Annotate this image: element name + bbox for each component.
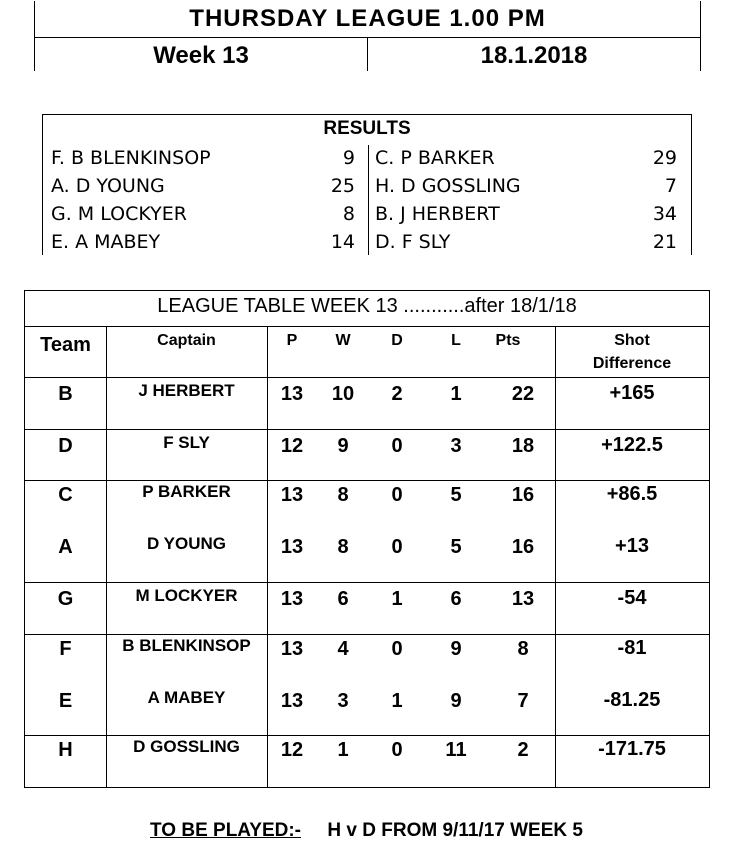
drawn-cell: 1: [391, 588, 403, 610]
points-cell: 22: [511, 383, 535, 405]
lost-cell: 5: [450, 536, 462, 558]
row-divider: [25, 735, 709, 736]
header-won: W: [335, 332, 351, 349]
lost-cell: 9: [450, 638, 462, 660]
fixture-note: [0, 820, 733, 842]
played-cell: 13: [280, 484, 304, 506]
captain-cell: J HERBERT: [138, 381, 235, 400]
team-cell: F: [59, 638, 72, 660]
captain-cell: D GOSSLING: [133, 737, 240, 756]
won-cell: 8: [337, 536, 349, 558]
shot-diff-cell: +122.5: [601, 434, 663, 456]
result-item: [375, 231, 677, 259]
row-divider: [25, 480, 709, 481]
result-team-name: F. B BLENKINSOP: [51, 147, 211, 169]
drawn-cell: 0: [391, 638, 403, 660]
won-cell: 3: [337, 690, 349, 712]
lost-cell: 6: [450, 588, 462, 610]
header-shot-diff: Shot: [614, 332, 650, 349]
won-cell: 4: [337, 638, 349, 660]
results-box: [42, 114, 692, 255]
drawn-cell: 0: [391, 536, 403, 558]
team-cell: C: [58, 484, 73, 506]
result-team-name: G. M LOCKYER: [51, 203, 187, 225]
captain-cell: A MABEY: [147, 688, 226, 707]
team-cell: B: [58, 383, 73, 405]
result-team-name: A. D YOUNG: [51, 175, 165, 197]
result-item: [375, 203, 677, 231]
row-divider: [25, 429, 709, 430]
captain-cell: P BARKER: [142, 482, 231, 501]
week-label: Week 13: [153, 42, 249, 69]
result-item: [375, 175, 677, 203]
lost-cell: 1: [450, 383, 462, 405]
table-title-divider: [25, 326, 709, 327]
played-cell: 13: [280, 383, 304, 405]
played-cell: 13: [280, 638, 304, 660]
result-item: [51, 147, 355, 175]
shot-diff-cell: +165: [609, 382, 655, 404]
played-cell: 13: [280, 690, 304, 712]
points-cell: 18: [511, 435, 535, 457]
league-table-title: LEAGUE TABLE WEEK 13 ...........after 18/1/18: [157, 295, 577, 317]
shot-diff-cell: +13: [615, 535, 649, 557]
row-divider: [25, 377, 709, 378]
team-cell: G: [57, 588, 74, 610]
table-row: [25, 482, 709, 512]
header-lost: L: [451, 332, 461, 349]
table-row: [25, 381, 709, 411]
result-item: [51, 175, 355, 203]
result-team-name: B. J HERBERT: [375, 203, 500, 225]
drawn-cell: 1: [391, 690, 403, 712]
header-played: P: [286, 332, 298, 349]
result-item: [375, 147, 677, 175]
table-row: [25, 534, 709, 564]
result-score: 25: [330, 175, 355, 197]
result-team-name: H. D GOSSLING: [375, 175, 521, 197]
table-row: [25, 737, 709, 767]
won-cell: 1: [337, 739, 349, 761]
result-score: 8: [342, 203, 355, 225]
played-cell: 13: [280, 536, 304, 558]
result-team-name: E. A MABEY: [51, 231, 161, 253]
result-item: [51, 203, 355, 231]
result-score: 21: [652, 231, 677, 253]
shot-diff-cell: -81.25: [603, 689, 661, 711]
results-column-divider: [368, 145, 369, 255]
date-label: 18.1.2018: [480, 42, 588, 69]
row-divider: [25, 582, 709, 583]
drawn-cell: 0: [391, 435, 403, 457]
shot-diff-cell: -81: [617, 637, 647, 659]
header-points: Pts: [495, 332, 521, 349]
header-shot-diff-2: Difference: [592, 355, 672, 372]
fixture-text: H v D FROM 9/11/17 WEEK 5: [327, 820, 583, 841]
result-item: [51, 231, 355, 259]
row-divider: [25, 634, 709, 635]
team-cell: H: [58, 739, 73, 761]
header-drawn: D: [391, 332, 403, 349]
captain-cell: M LOCKYER: [135, 586, 238, 605]
team-cell: D: [58, 435, 73, 457]
points-cell: 7: [517, 690, 529, 712]
league-title: THURSDAY LEAGUE 1.00 PM: [189, 5, 546, 32]
points-cell: 16: [511, 536, 535, 558]
points-cell: 13: [511, 588, 535, 610]
drawn-cell: 0: [391, 484, 403, 506]
header-box: [34, 1, 701, 71]
won-cell: 8: [337, 484, 349, 506]
shot-diff-cell: -171.75: [598, 738, 666, 760]
results-title: RESULTS: [323, 118, 411, 139]
won-cell: 6: [337, 588, 349, 610]
lost-cell: 9: [450, 690, 462, 712]
lost-cell: 11: [445, 739, 467, 761]
fixture-label: TO BE PLAYED:-: [150, 820, 302, 841]
played-cell: 13: [280, 588, 304, 610]
header-captain: Captain: [157, 332, 216, 349]
result-score: 14: [330, 231, 355, 253]
won-cell: 10: [331, 383, 355, 405]
points-cell: 2: [517, 739, 529, 761]
played-cell: 12: [280, 739, 304, 761]
team-cell: A: [58, 536, 73, 558]
header-team: Team: [40, 334, 91, 356]
captain-cell: F SLY: [163, 433, 210, 452]
drawn-cell: 0: [391, 739, 403, 761]
table-row: [25, 586, 709, 616]
team-cell: E: [58, 690, 73, 712]
lost-cell: 3: [450, 435, 462, 457]
result-team-name: C. P BARKER: [375, 147, 495, 169]
played-cell: 12: [280, 435, 304, 457]
result-score: 34: [652, 203, 677, 225]
table-row: [25, 688, 709, 718]
points-cell: 8: [517, 638, 529, 660]
table-row: [25, 433, 709, 463]
captain-cell: B BLENKINSOP: [122, 636, 251, 655]
captain-cell: D YOUNG: [146, 534, 227, 553]
result-score: 7: [664, 175, 677, 197]
table-row: [25, 636, 709, 666]
lost-cell: 5: [450, 484, 462, 506]
points-cell: 16: [511, 484, 535, 506]
league-table: [24, 290, 710, 788]
result-score: 9: [342, 147, 355, 169]
drawn-cell: 2: [391, 383, 403, 405]
result-score: 29: [652, 147, 677, 169]
result-team-name: D. F SLY: [375, 231, 451, 253]
shot-diff-cell: +86.5: [606, 483, 658, 505]
won-cell: 9: [337, 435, 349, 457]
shot-diff-cell: -54: [617, 587, 647, 609]
